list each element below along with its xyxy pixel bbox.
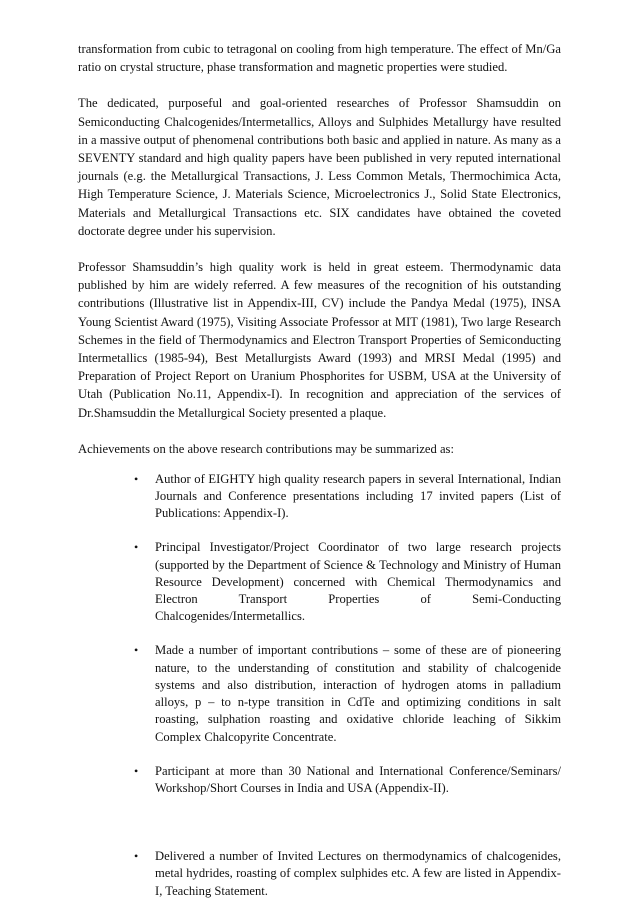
bullet-icon: • [134,471,139,486]
achievement-text: Participant at more than 30 National and International Conference/Seminars/ Workshop/Short Courses in India and USA (Appendix-II). [155,763,561,795]
bullet-icon: • [134,763,139,778]
achievement-text: Principal Investigator/Project Coordinator of two large research projects (supported by the Department of Science & Technology and Ministry of Human Resource Development) concerned with Chemical Thermodynamics and Electron Transport Properties of Semi-Conducting Chalcogenides/Intermetallics. [155,540,561,624]
achievement-text: Delivered a number of Invited Lectures on thermodynamics of chalcogenides, metal hydrides, roasting of complex sulphides etc. A few are listed in Appendix-I, Teaching Statement. [155,849,561,898]
bullet-icon: • [134,540,139,555]
bullet-icon: • [134,849,139,864]
achievement-item-contributions [78,642,561,745]
achievement-item-conferences [78,763,561,797]
achievements-intro: Achievements on the above research contributions may be summarized as: [78,441,454,456]
achievements-list [78,471,561,900]
achievement-item-papers [78,471,561,523]
achievement-item-lectures [78,848,561,900]
achievement-text: Made a number of important contributions – some of these are of pioneering nature, to the understanding of constitution and stability of chalcogenide systems and also distribution, interaction of hydrogen atoms in palladium alloys, p – to n-type transition in CdTe and optimizing conditions in salt roasting, sulphation roasting and oxidative chloride leaching of Sikkim Complex Chalcopyrite Concentrate. [155,643,561,744]
paragraph-recognition: Professor Shamsuddin’s high quality work is held in great esteem. Thermodynamic data published by him are widely referred. A few measures of the recognition of his outstanding contributions (Illustrative list in Appendix-III, CV) include the Pandya Medal (1975), INSA Young Scientist Award (1975), Visiting Associate Professor at MIT (1981), Two large Research Schemes in the field of Thermodynamics and Electron Transport Properties of Semiconducting Intermetallics (1985-94), Best Metallurgists Award (1993) and MRSI Medal (1995) and Preparation of Project Report on Uranium Phosphorites for USBM, USA at the University of Utah (Publication No.11, Appendix-I). In recognition and appreciation of the services of Dr.Shamsuddin the Metallurgical Society presented a plaque. [78,260,561,420]
document-page [78,40,561,900]
paragraph-phase-transformation: transformation from cubic to tetragonal on cooling from high temperature. The effect of Mn/Ga ratio on crystal structure, phase transformation and magnetic properties were studied. [78,42,561,75]
achievement-item-projects [78,539,561,625]
paragraph-research-output: The dedicated, purposeful and goal-oriented researches of Professor Shamsuddin on Semiconducting Chalcogenides/Intermetallics, Alloys and Sulphides Metallurgy have resulted in a massive output of phenomenal contributions both basic and applied in nature. As many as a SEVENTY standard and high quality papers have been published in very reputed international journals (e.g. the Metallurgical Transactions, J. Less Common Metals, Thermochimica Acta, High Temperature Science, J. Materials Science, Microelectronics J., Solid State Electronics, Materials and Metallurgical Transactions etc. SIX candidates have obtained the coveted doctorate degree under his supervision. [78,96,561,238]
achievement-text: Author of EIGHTY high quality research papers in several International, Indian Journals and Conference presentations including 17 invited papers (List of Publications: Appendix-I). [155,471,561,521]
bullet-icon: • [134,643,139,658]
